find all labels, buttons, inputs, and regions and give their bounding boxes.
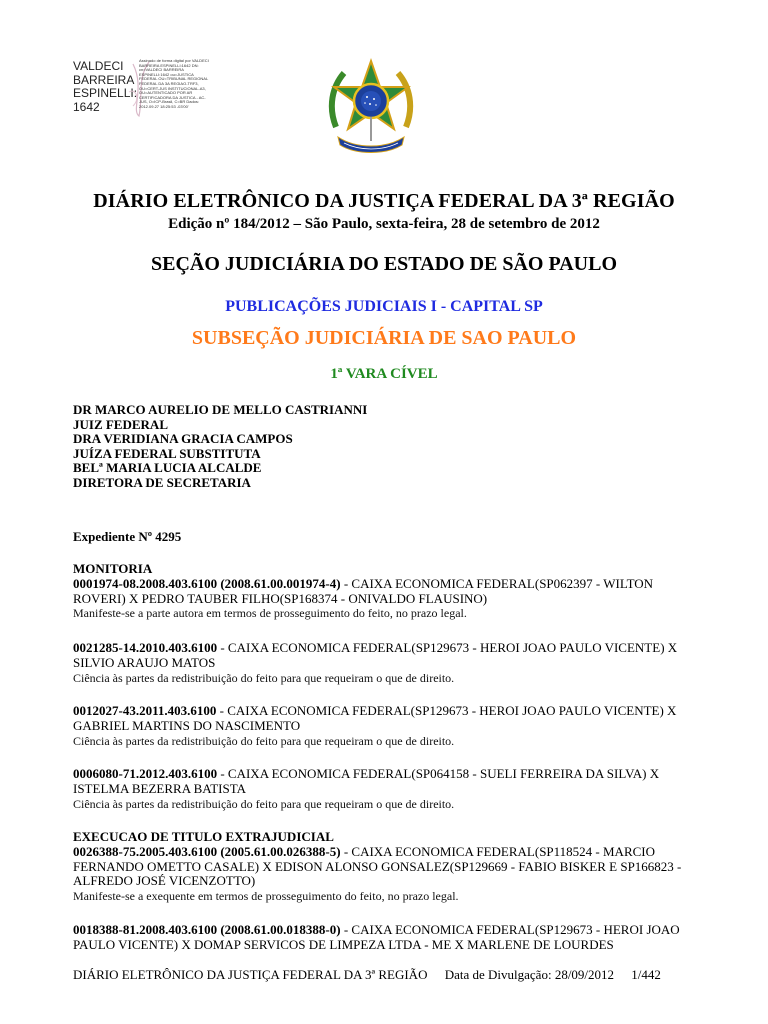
case-entry	[73, 767, 698, 811]
case-order: Manifeste-se a parte autora em termos de prosseguimento do feito, no prazo legal.	[73, 606, 467, 621]
publications-heading: PUBLICAÇÕES JUDICIAIS I - CAPITAL SP	[225, 298, 543, 315]
case-number: 0006080-71.2012.403.6100	[73, 766, 218, 781]
case-category-heading: MONITORIA	[73, 561, 153, 576]
case-parties: - CAIXA ECONOMICA FEDERAL(SP064158 - SUELI FERREIRA DA SILVA) X ISTELMA BEZERRA BATISTA	[73, 766, 660, 796]
case-text	[73, 845, 698, 889]
signer-name-line: 1642	[73, 99, 100, 114]
page-footer	[73, 967, 675, 983]
section-title: SEÇÃO JUDICIÁRIA DO ESTADO DE SÃO PAULO	[151, 253, 617, 275]
case-order: Ciência às partes da redistribuição do feito para que requeiram o que de direito.	[73, 670, 455, 685]
case-entry	[73, 704, 698, 748]
signer-name-line: VALDECI	[73, 59, 124, 73]
case-parties: - CAIXA ECONOMICA FEDERAL(SP129673 - HEROI JOAO PAULO VICENTE) X SILVIO ARAUJO MATOS	[73, 640, 678, 670]
court-heading: 1ª VARA CÍVEL	[330, 366, 438, 382]
case-text	[73, 767, 698, 797]
case-entry	[73, 830, 698, 904]
staff-list	[73, 403, 367, 491]
footer-date: Data de Divulgação: 28/09/2012	[444, 967, 615, 982]
case-parties: - CAIXA ECONOMICA FEDERAL(SP129673 - HEROI JOAO PAULO VICENTE) X GABRIEL MARTINS DO NASCIMENTO	[73, 703, 677, 733]
signer-name-line: BARREIRA	[73, 72, 135, 87]
case-number: 0012027-43.2011.403.6100	[73, 703, 217, 718]
staff-line: DIRETORA DE SECRETARIA	[73, 474, 251, 490]
staff-line: BELª MARIA LUCIA ALCALDE	[73, 460, 262, 476]
case-text	[73, 577, 698, 607]
case-text	[73, 641, 698, 671]
footer-journal: DIÁRIO ELETRÔNICO DA JUSTIÇA FEDERAL DA 3ª REGIÃO	[73, 967, 428, 982]
case-text	[73, 923, 698, 953]
case-parties: - CAIXA ECONOMICA FEDERAL(SP129673 - HEROI JOAO PAULO VICENTE) X DOMAP SERVICOS DE LIMPEZA LTDA - ME X MARLENE DE LOURDES	[73, 922, 680, 952]
staff-line: DRA VERIDIANA GRACIA CAMPOS	[73, 431, 293, 447]
signature-details: Assinado de forma digital por VALDECI BARREIRA ESPINELLI:1642 DN: cn=VALDECI BARREIRA ESPINELLI:1642 ou=JUSTICA FEDERAL OU=TRIBUNAL REGIONAL FEDERAL DA 3A REGIAO-TRF3, OU=CERT-JUS INSTITUCIONAL-A3, OU=AUTENTICADO POR AR CERTIFICADORA DA JUSTICA - AC-JUS, O=ICP-Brasil, C=BR Dados: 2012.09.27 18:25:53 -03'00'	[139, 58, 209, 109]
case-number: 0001974-08.2008.403.6100 (2008.61.00.001974-4)	[73, 575, 341, 591]
expediente-number: Expediente Nº 4295	[73, 529, 182, 544]
case-number: 0021285-14.2010.403.6100	[73, 640, 218, 655]
digital-signature-stamp	[73, 58, 223, 118]
case-entry	[73, 641, 698, 685]
staff-line: JUIZ FEDERAL	[73, 416, 168, 432]
edition-line: Edição nº 184/2012 – São Paulo, sexta-feira, 28 de setembro de 2012	[168, 216, 600, 232]
case-number: 0026388-75.2005.403.6100 (2005.61.00.026388-5)	[73, 843, 341, 859]
case-parties: - CAIXA ECONOMICA FEDERAL(SP118524 - MARCIO FERNANDO OMETTO CASALE) X EDISON ALONSO GONSALEZ(SP129669 - FABIO BISKER E SP166823 - ALFREDO JOSÉ VICENZOTTO)	[73, 843, 682, 889]
staff-line: JUÍZA FEDERAL SUBSTITUTA	[73, 445, 261, 461]
case-order: Manifeste-se a exequente em termos de prosseguimento do feito, no prazo legal.	[73, 889, 459, 904]
staff-line: DR MARCO AURELIO DE MELLO CASTRIANNI	[73, 402, 368, 417]
case-parties: - CAIXA ECONOMICA FEDERAL(SP062397 - WILTON ROVERI) X PEDRO TAUBER FILHO(SP168374 - ONIVALDO FLAUSINO)	[73, 575, 654, 606]
subsection-heading: SUBSEÇÃO JUDICIÁRIA DE SAO PAULO	[191, 327, 577, 349]
footer-page-number: 1/442	[631, 967, 661, 982]
case-order: Ciência às partes da redistribuição do feito para que requeiram o que de direito.	[73, 796, 455, 811]
brazil-coat-of-arms-icon	[326, 57, 416, 161]
case-number: 0018388-81.2008.403.6100 (2008.61.00.018388-0)	[73, 922, 341, 937]
case-order: Ciência às partes da redistribuição do feito para que requeiram o que de direito.	[73, 733, 455, 748]
case-category-heading: EXECUCAO DE TITULO EXTRAJUDICIAL	[73, 829, 334, 844]
case-entry	[73, 923, 698, 953]
case-entry	[73, 562, 698, 621]
journal-title: DIÁRIO ELETRÔNICO DA JUSTIÇA FEDERAL DA 3ª REGIÃO	[93, 190, 675, 212]
signer-name-line: ESPINELLI:	[73, 86, 138, 100]
case-text	[73, 704, 698, 734]
